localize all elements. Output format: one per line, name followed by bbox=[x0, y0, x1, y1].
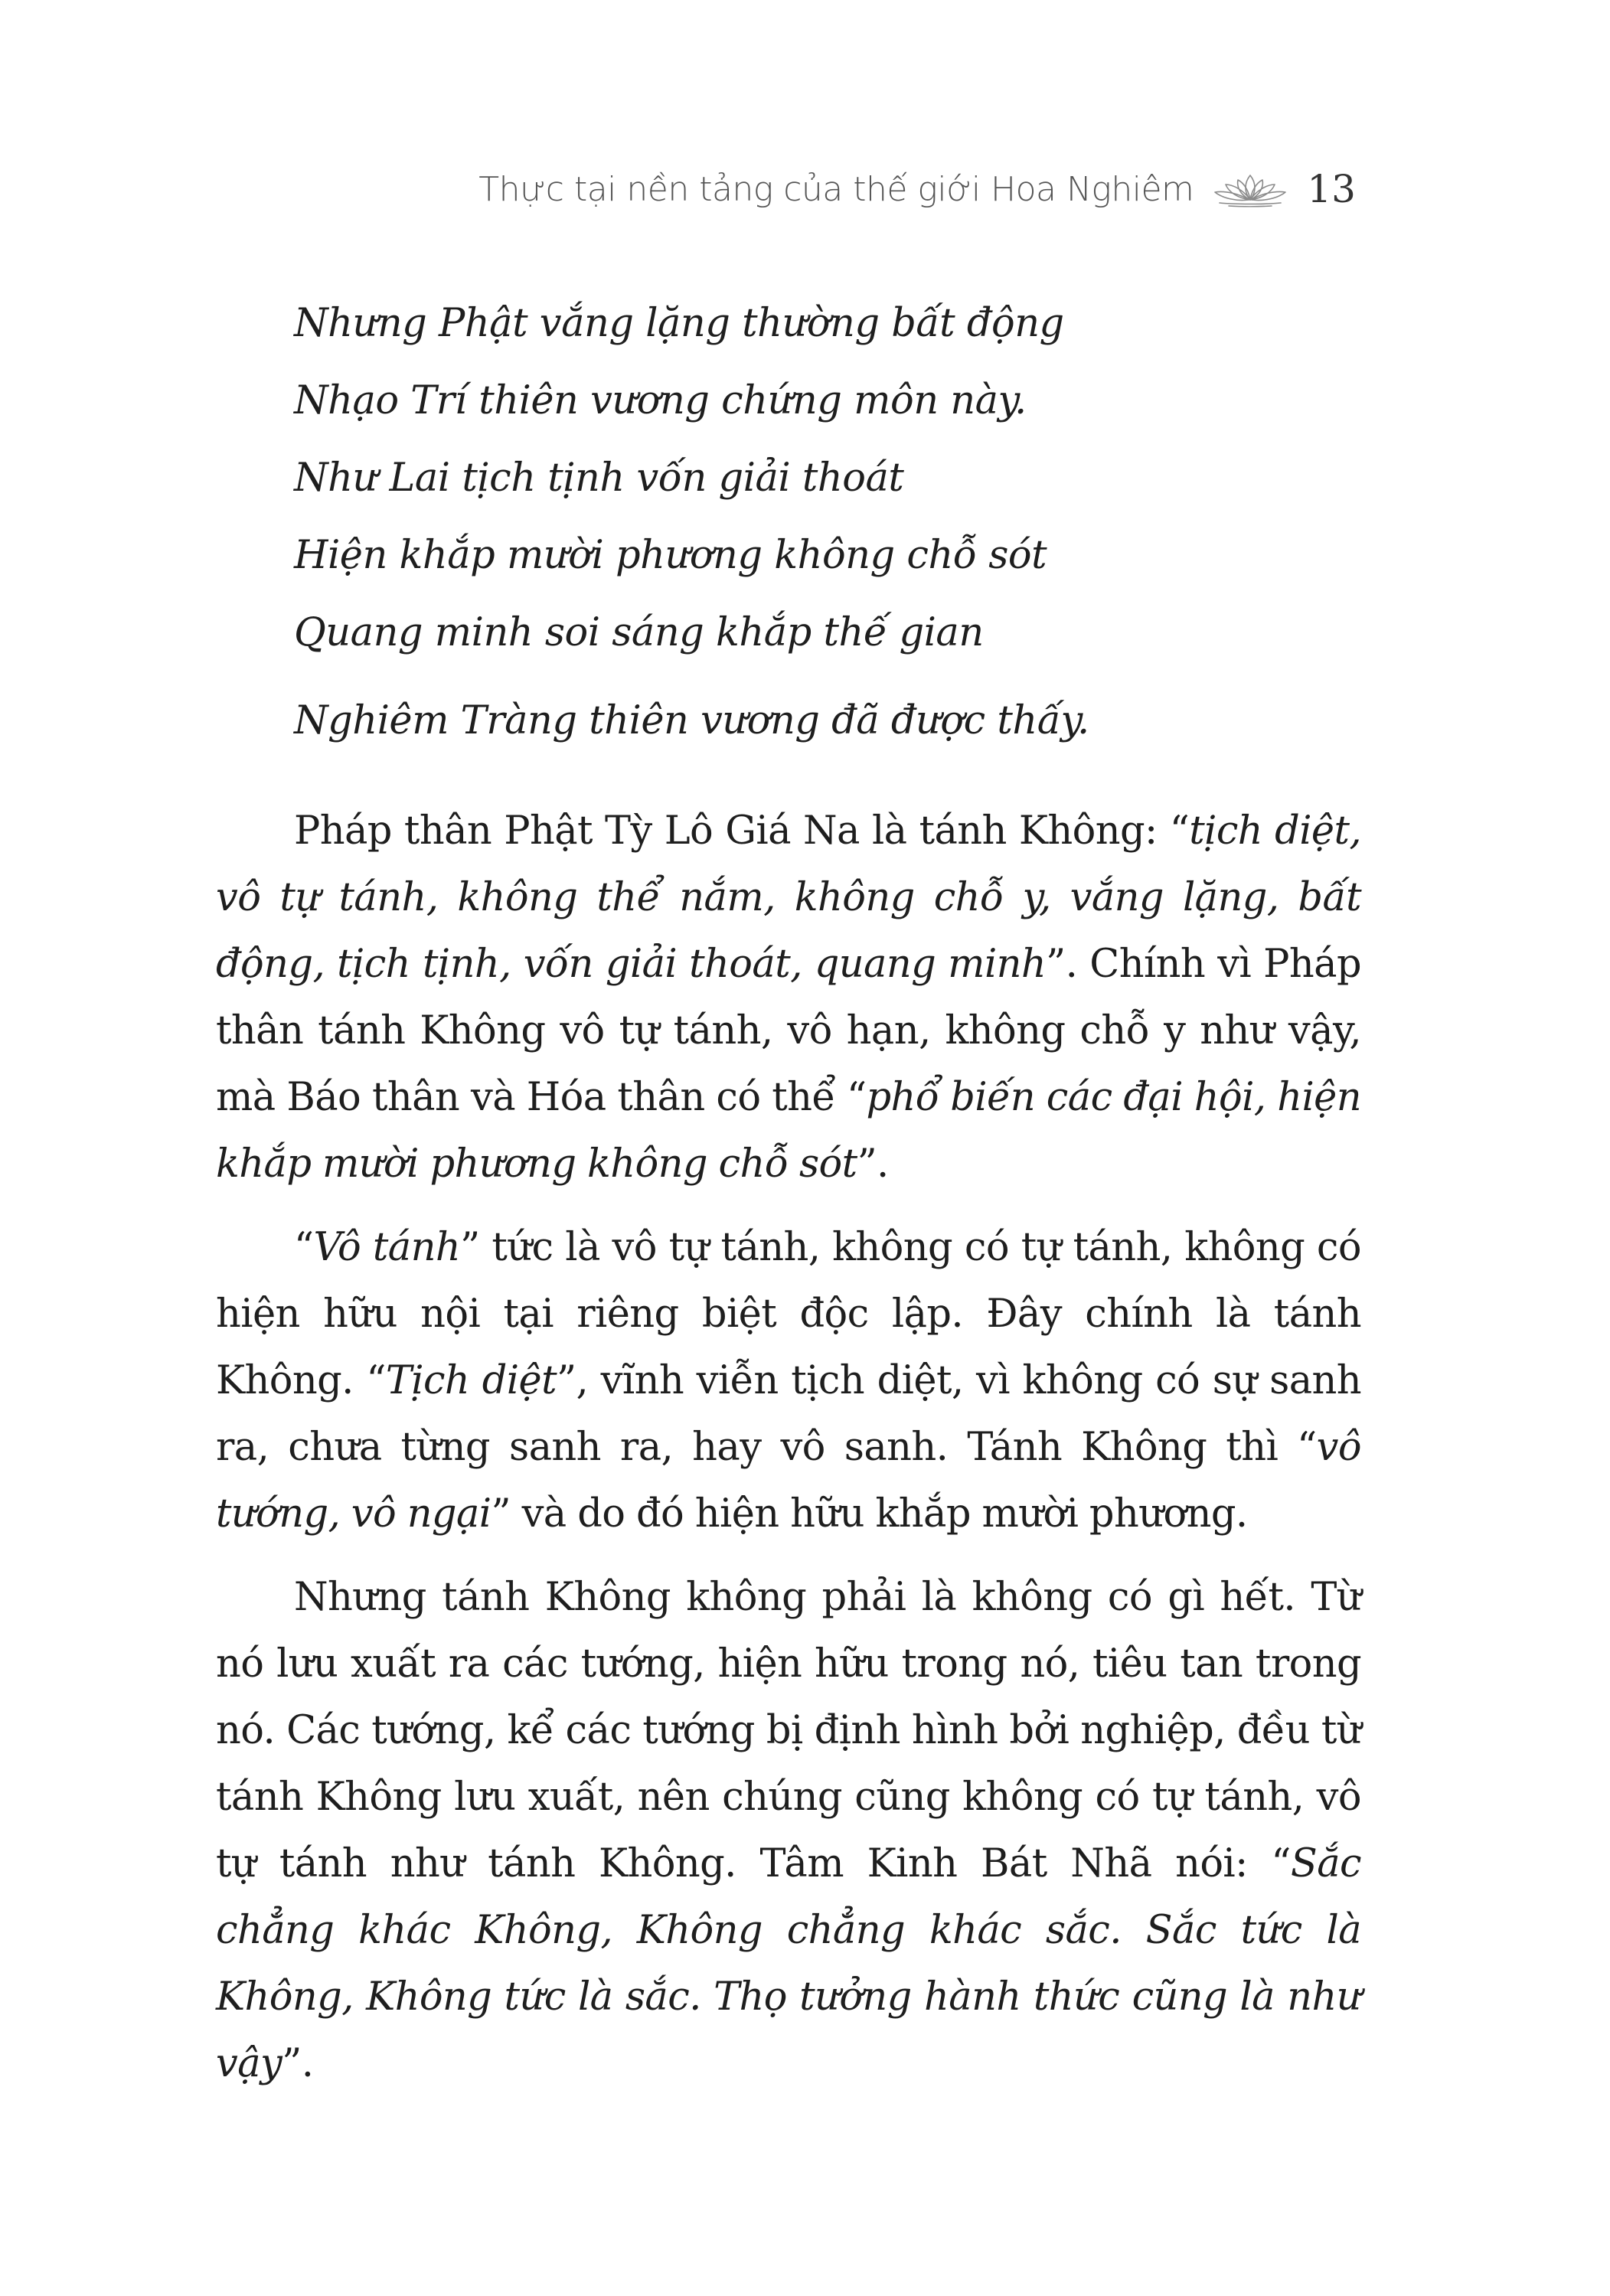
verse-block bbox=[294, 285, 1089, 759]
text-run: Nhưng tánh Không không phải là không có gì hết. Từ nó lưu xuất ra các tướng, hiện hữu trong nó, tiêu tan trong nó. Các tướng, kể các tướng bị định hình bởi nghiệp, đều từ tánh Không lưu xuất, nên chúng cũng không có tự tánh, vô tự tánh như tánh Không. Tâm Kinh Bát Nhã nói: “ bbox=[216, 1575, 1361, 1886]
paragraph-1 bbox=[216, 798, 1361, 1197]
text-run: ”. bbox=[857, 1141, 889, 1187]
italic-quote: Sắc chẳng khác Không, Không chẳng khác sắc. Sắc tức là Không, Không tức là sắc. Thọ tưởng hành thức cũng là như vậy bbox=[216, 1841, 1361, 2086]
italic-quote: Tịch diệt bbox=[385, 1358, 557, 1403]
lotus-icon bbox=[1210, 171, 1290, 207]
text-run: Pháp thân Phật Tỳ Lô Giá Na là tánh Không: “ bbox=[294, 808, 1190, 854]
italic-quote: Vô tánh bbox=[313, 1225, 461, 1270]
text-run: ”. bbox=[282, 2041, 314, 2086]
verse-line: Nhưng Phật vắng lặng thường bất động bbox=[294, 301, 1064, 346]
text-run: “ bbox=[294, 1225, 314, 1270]
verse-line: Quang minh soi sáng khắp thế gian bbox=[294, 610, 984, 655]
italic-quote: vô tướng, vô ngại bbox=[216, 1425, 1361, 1537]
verse-line: Nhạo Trí thiên vương chứng môn này. bbox=[294, 378, 1027, 423]
text-run: ”. Chính vì Pháp thân tánh Không vô tự tánh, vô hạn, không chỗ y như vậy, mà Báo thân và Hóa thân có thể “ bbox=[216, 942, 1361, 1120]
verse-line: Nghiêm Tràng thiên vương đã được thấy. bbox=[294, 698, 1089, 743]
italic-quote: tịch diệt, vô tự tánh, không thể nắm, không chỗ y, vắng lặng, bất động, tịch tịnh, vốn giải thoát, quang minh bbox=[216, 808, 1361, 987]
running-title: Thực tại nền tảng của thế giới Hoa Nghiêm bbox=[478, 169, 1194, 209]
body-text bbox=[216, 798, 1361, 2114]
paragraph-3 bbox=[216, 1564, 1361, 2097]
text-run: ”, vĩnh viễn tịch diệt, vì không có sự sanh ra, chưa từng sanh ra, hay vô sanh. Tánh Không thì “ bbox=[216, 1358, 1362, 1470]
text-run: ” và do đó hiện hữu khắp mười phương. bbox=[491, 1491, 1248, 1537]
italic-quote: phổ biến các đại hội, hiện khắp mười phương không chỗ sót bbox=[216, 1075, 1361, 1187]
text-run: ” tức là vô tự tánh, không có tự tánh, không có hiện hữu nội tại riêng biệt độc lập. Đây chính là tánh Không. “ bbox=[216, 1225, 1361, 1403]
running-header bbox=[478, 167, 1356, 211]
verse-line: Như Lai tịch tịnh vốn giải thoát bbox=[294, 456, 904, 501]
page-number: 13 bbox=[1307, 167, 1356, 211]
paragraph-2 bbox=[216, 1214, 1361, 1547]
verse-line: Hiện khắp mười phương không chỗ sót bbox=[294, 533, 1047, 578]
